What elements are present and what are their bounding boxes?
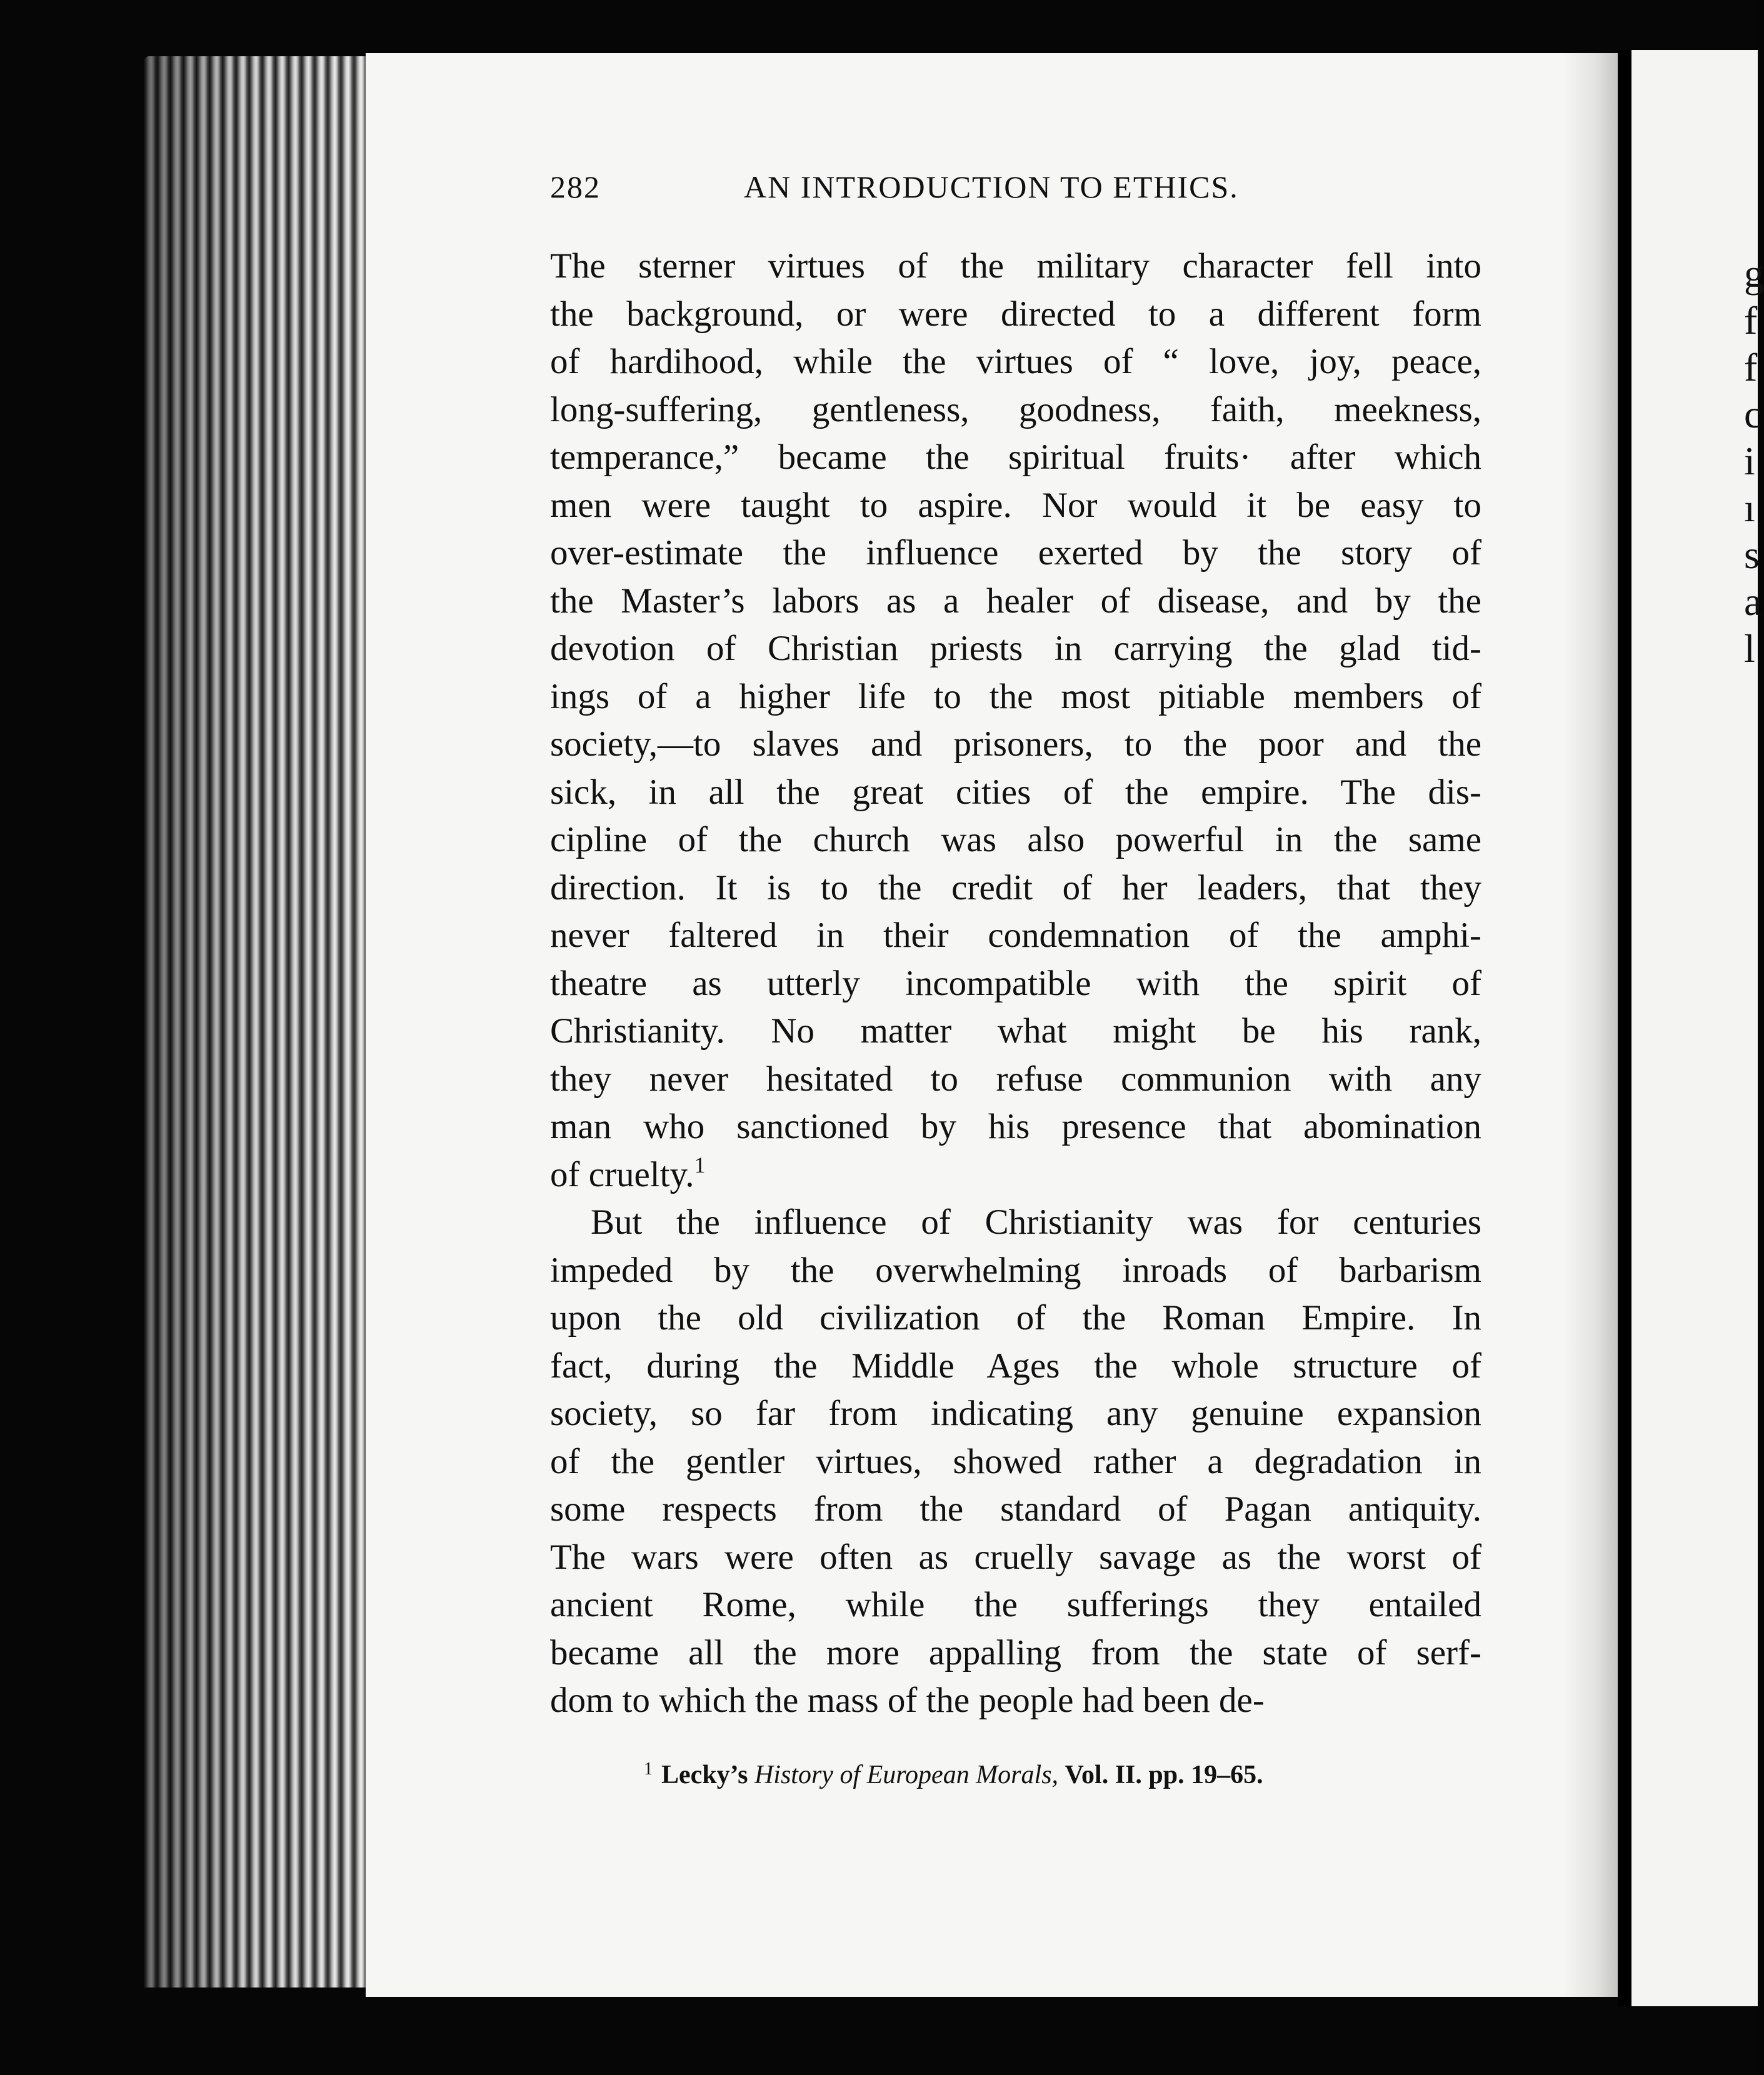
text-line-content: ings of a higher life to the most pitiable members of — [550, 676, 1481, 716]
body-text — [550, 242, 1481, 1725]
text-line-content: devotion of Christian priests in carrying the glad tid- — [550, 629, 1481, 668]
text-line — [550, 816, 1481, 864]
facing-page — [1631, 50, 1764, 2006]
text-line — [550, 434, 1481, 482]
text-line-content: the background, or were directed to a different form — [550, 294, 1481, 334]
text-line — [550, 721, 1481, 769]
text-line — [550, 1342, 1481, 1391]
facing-page-letter: i — [1744, 439, 1755, 483]
facing-page-letter: f — [1744, 345, 1758, 389]
facing-page-letter: c — [1744, 392, 1762, 436]
text-line — [550, 960, 1481, 1008]
text-line — [550, 1581, 1481, 1629]
text-line — [550, 338, 1481, 386]
text-line — [550, 1103, 1481, 1151]
text-line-content: Christianity. No matter what might be his rank, — [550, 1011, 1481, 1051]
text-line-content: sick, in all the great cities of the empire. The dis- — [550, 772, 1481, 812]
text-line — [550, 1629, 1481, 1678]
footnote-reference: Vol. II. pp. 19–65. — [1065, 1761, 1263, 1789]
text-line-content: of hardihood, while the virtues of “ love, joy, peace, — [550, 342, 1481, 381]
text-line-content: of the gentler virtues, showed rather a degradation in — [550, 1441, 1481, 1481]
footnote-author: Lecky’s — [661, 1761, 748, 1789]
text-line — [550, 769, 1481, 817]
text-line-content: man who sanctioned by his presence that abomination — [550, 1107, 1481, 1146]
text-line-content: of cruelty. — [550, 1154, 694, 1194]
text-line — [550, 864, 1481, 912]
text-line — [550, 482, 1481, 530]
text-line-content: The sterner virtues of the military character fell into — [550, 246, 1481, 286]
facing-page-text — [1744, 250, 1764, 672]
text-line — [550, 1056, 1481, 1104]
text-line — [550, 1247, 1481, 1295]
text-line-content: direction. It is to the credit of her leaders, that they — [550, 868, 1481, 908]
text-line — [550, 529, 1481, 578]
text-line-content: dom to which the mass of the people had been de- — [550, 1681, 1265, 1720]
text-line — [550, 1199, 1481, 1247]
text-line — [550, 1438, 1481, 1486]
text-line-content: ancient Rome, while the sufferings they entailed — [550, 1585, 1481, 1624]
facing-page-letter: ı — [1744, 486, 1755, 530]
facing-page-letter: g — [1744, 251, 1764, 296]
text-line — [550, 291, 1481, 339]
facing-page-letter: s — [1744, 532, 1760, 577]
text-line — [550, 1008, 1481, 1056]
text-line-content: impeded by the overwhelming inroads of barbarism — [550, 1250, 1481, 1290]
page-number: 282 — [550, 169, 601, 204]
gutter-shadow — [1563, 53, 1618, 1997]
footnote-reference-marker: 1 — [694, 1152, 706, 1178]
text-line-content: temperance,” became the spiritual fruits· after which — [550, 438, 1481, 477]
text-line — [550, 386, 1481, 434]
facing-page-letter: a — [1744, 579, 1762, 624]
text-line-content: fact, during the Middle Ages the whole structure of — [550, 1346, 1481, 1386]
facing-page-letter: f — [1744, 298, 1758, 342]
text-line — [550, 912, 1481, 960]
text-line-content: cipline of the church was also powerful in the same — [550, 820, 1481, 859]
text-line-content: some respects from the standard of Pagan antiquity. — [550, 1489, 1481, 1529]
text-line-content: the Master’s labors as a healer of disease, and by the — [550, 581, 1481, 621]
text-line — [550, 1486, 1481, 1534]
text-line-content: long-suffering, gentleness, goodness, faith, meekness, — [550, 389, 1481, 429]
text-line-content: they never hesitated to refuse communion with any — [550, 1059, 1481, 1099]
text-line — [550, 625, 1481, 673]
text-line — [550, 578, 1481, 626]
book-spine — [1618, 50, 1631, 2006]
text-line-content: theatre as utterly incompatible with the spirit of — [550, 963, 1481, 1003]
running-header — [550, 169, 1306, 219]
text-line — [550, 1534, 1481, 1582]
text-line — [550, 1294, 1481, 1342]
text-line-content: society,—to slaves and prisoners, to the poor and the — [550, 724, 1481, 764]
facing-page-letter: l — [1744, 626, 1755, 671]
text-line — [550, 673, 1481, 721]
text-line-content: became all the more appalling from the state of serf- — [550, 1632, 1481, 1672]
text-line — [550, 1390, 1481, 1438]
text-line-content: But the influence of Christianity was for centuries — [591, 1202, 1481, 1242]
text-line-content: never faltered in their condemnation of the amphi- — [550, 916, 1481, 955]
text-line — [550, 242, 1481, 291]
text-line-content: The wars were often as cruelly savage as the worst of — [550, 1537, 1481, 1577]
text-line-content: men were taught to aspire. Nor would it be easy to — [550, 485, 1481, 525]
text-line — [550, 1677, 1481, 1725]
text-line-content: society, so far from indicating any genuine expansion — [550, 1394, 1481, 1433]
footnote — [644, 1759, 1394, 1790]
text-line — [550, 1151, 1481, 1199]
text-line-content: over-estimate the influence exerted by the story of — [550, 533, 1481, 572]
page-edges — [144, 56, 375, 1988]
running-title: AN INTRODUCTION TO ETHICS. — [744, 169, 1239, 204]
text-line-content: upon the old civilization of the Roman Empire. In — [550, 1298, 1481, 1338]
footnote-marker: 1 — [644, 1759, 653, 1779]
footnote-book-title: History of European Morals, — [754, 1761, 1059, 1789]
